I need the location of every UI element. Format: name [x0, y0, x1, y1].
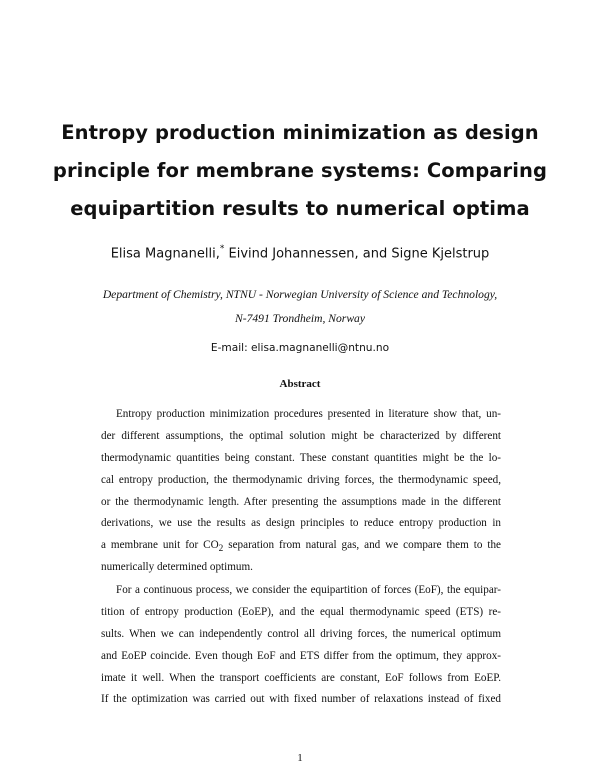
text-line: thermodynamic quantities being constant. These constant quantities might be the lo- — [101, 451, 501, 464]
text-line: imate it well. When the transport coefficients are constant, EoF follows from EoEP. — [101, 671, 501, 684]
text-line: sults. When we can independently control all driving forces, the numerical optimum — [101, 627, 501, 640]
abstract-paragraph-2 — [101, 580, 501, 711]
text-line: Entropy production minimization procedures presented in literature show that, un- — [116, 408, 501, 420]
title-line: Entropy production minimization as design — [61, 121, 539, 144]
co-author-names: Eivind Johannessen, and Signe Kjelstrup — [224, 246, 490, 262]
text-line: der different assumptions, the optimal solution might be characterized by different — [101, 429, 501, 442]
affiliation-line: N-7491 Trondheim, Norway — [234, 312, 365, 325]
page-number: 1 — [297, 752, 303, 764]
text-line: If the optimization was carried out with fixed number of relaxations instead of fixed — [101, 693, 501, 706]
affiliation-line: Department of Chemistry, NTNU - Norwegian University of Science and Technology, — [102, 288, 498, 301]
text-line: tition of entropy production (EoEP), and the equal thermodynamic speed (ETS) re- — [101, 605, 501, 618]
paper-title — [40, 114, 560, 228]
abstract-heading: Abstract — [279, 378, 321, 390]
author-list — [40, 245, 560, 261]
text-line: For a continuous process, we consider the equipartition of forces (EoF), the equipar- — [116, 584, 501, 596]
contact-email: E-mail: elisa.magnanelli@ntnu.no — [210, 342, 390, 354]
text-line: cal entropy production, the thermodynamic driving forces, the thermodynamic speed, — [101, 473, 501, 486]
text-segment: separation from natural gas, and we compare them to the — [223, 539, 501, 552]
title-line: principle for membrane systems: Comparing — [52, 159, 548, 182]
text-line — [101, 535, 501, 557]
text-line: derivations, we use the results as design principles to reduce entropy production in — [101, 517, 501, 530]
text-line: and EoEP coincide. Even though EoF and ETS differ from the optimum, they approx- — [101, 649, 501, 662]
text-line: or the thermodynamic length. After presenting the assumptions made in the different — [101, 495, 501, 508]
author-name: Elisa Magnanelli, — [110, 246, 220, 262]
corresponding-author-marker: * — [219, 244, 225, 254]
text-line: numerically determined optimum. — [101, 561, 253, 574]
abstract-paragraph-1 — [101, 404, 501, 579]
affiliation — [40, 283, 560, 331]
chemical-subscript: 2 — [218, 544, 224, 555]
title-line: equipartition results to numerical optima — [70, 197, 530, 220]
text-segment: a membrane unit for CO — [101, 539, 219, 552]
